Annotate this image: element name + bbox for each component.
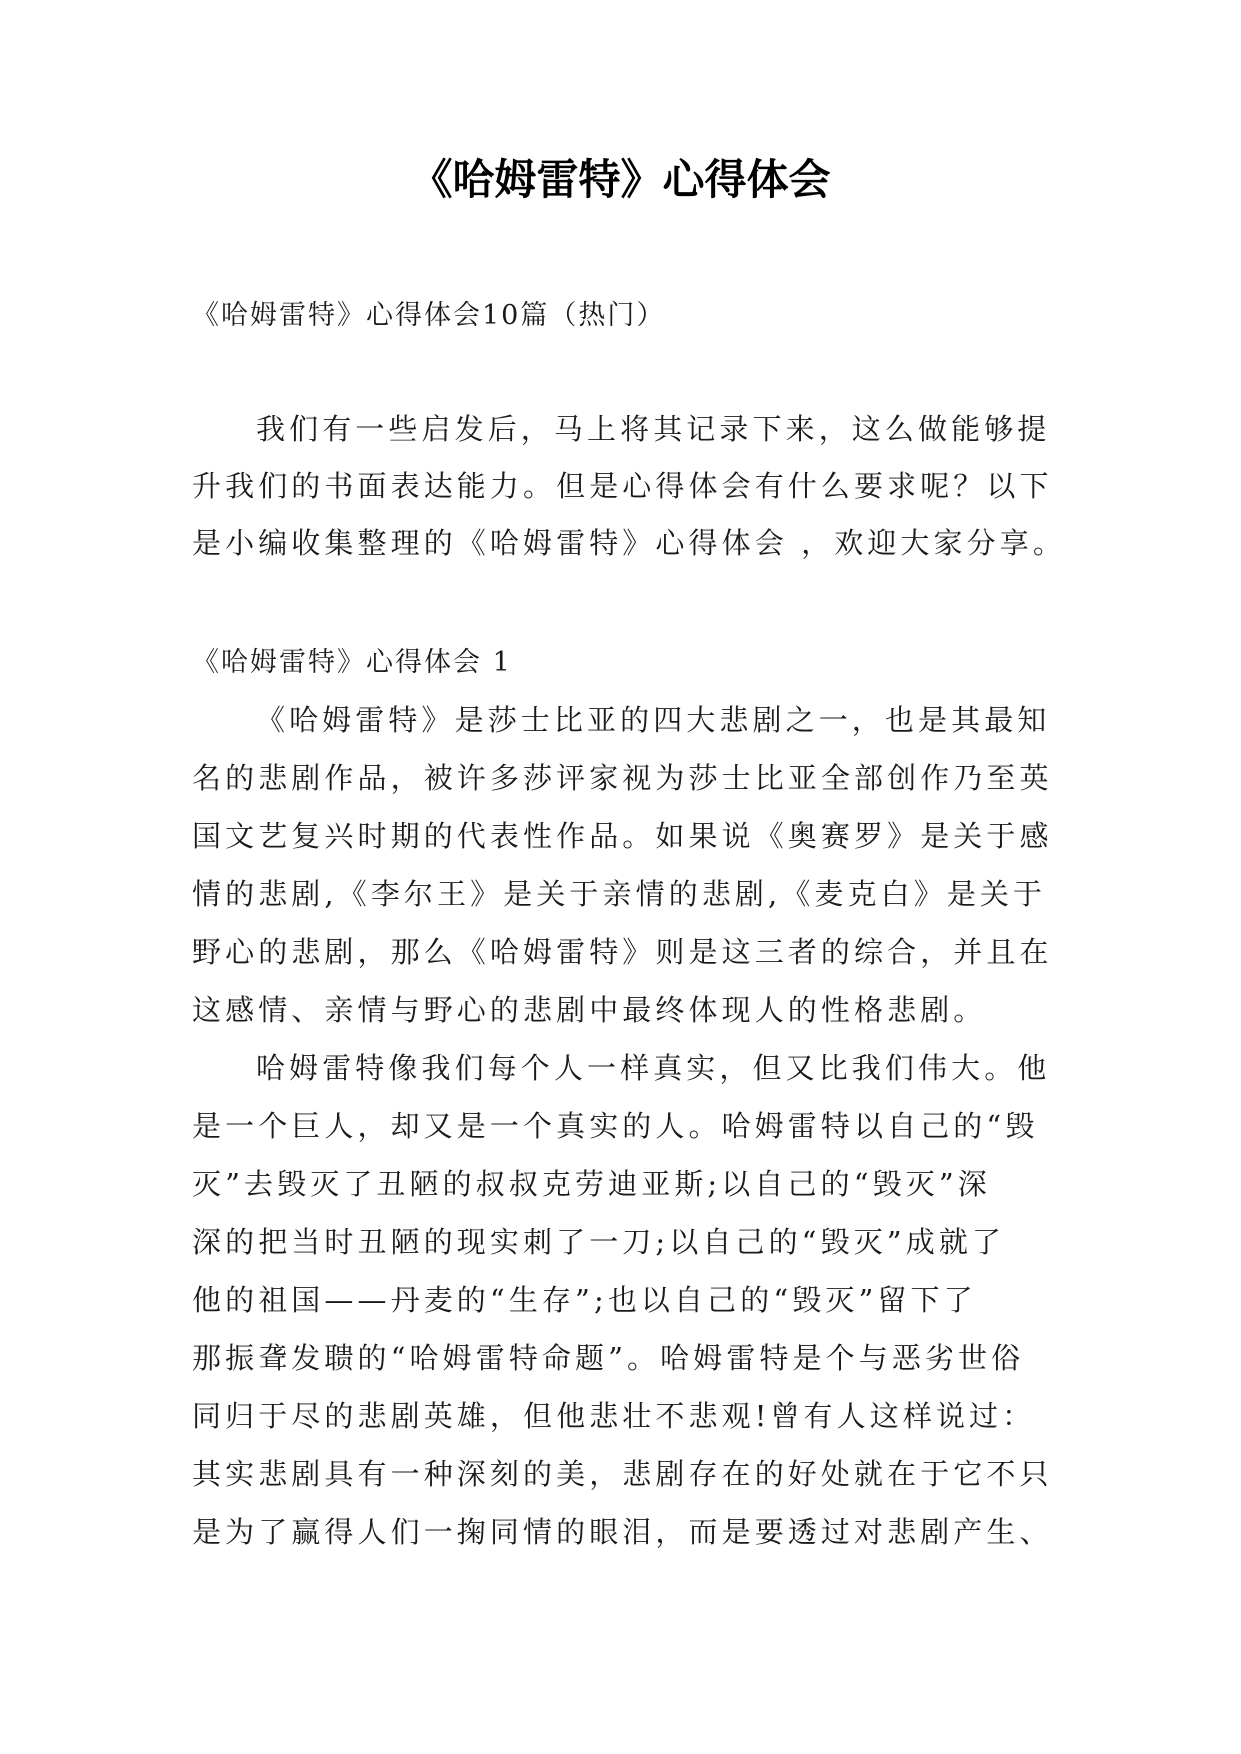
intro-line-3: 是小编收集整理的《哈姆雷特》心得体会 ，欢迎大家分享。 bbox=[192, 526, 1066, 560]
paragraph-line: 其实悲剧具有一种深刻的美，悲剧存在的好处就在于它不只 bbox=[192, 1457, 1053, 1491]
paragraph-line: 灭”去毁灭了丑陋的叔叔克劳迪亚斯;以自己的“毁灭”深 bbox=[192, 1167, 991, 1201]
document-subtitle: 《哈姆雷特》心得体会10篇（热门） bbox=[192, 300, 666, 331]
section-heading: 《哈姆雷特》心得体会 1 bbox=[192, 647, 512, 678]
paragraph-line: 那振聋发聩的“哈姆雷特命题”。哈姆雷特是个与恶劣世俗 bbox=[192, 1341, 1025, 1375]
intro-line-1: 我们有一些启发后，马上将其记录下来，这么做能够提 bbox=[256, 412, 1051, 446]
paragraph-line: 《哈姆雷特》是莎士比亚的四大悲剧之一，也是其最知 bbox=[256, 703, 1051, 737]
intro-line-2: 升我们的书面表达能力。但是心得体会有什么要求呢？以下 bbox=[192, 469, 1053, 503]
paragraph-line: 名的悲剧作品，被许多莎评家视为莎士比亚全部创作乃至英 bbox=[192, 761, 1053, 795]
paragraph-line: 他的祖国——丹麦的“生存”;也以自己的“毁灭”留下了 bbox=[192, 1283, 977, 1317]
paragraph-line: 同归于尽的悲剧英雄，但他悲壮不悲观!曾有人这样说过： bbox=[192, 1399, 1036, 1433]
paragraph-line: 这感情、亲情与野心的悲剧中最终体现人的性格悲剧。 bbox=[192, 993, 987, 1027]
paragraph-line: 哈姆雷特像我们每个人一样真实，但又比我们伟大。他 bbox=[256, 1051, 1051, 1085]
paragraph-line: 情的悲剧,《李尔王》是关于亲情的悲剧,《麦克白》是关于 bbox=[192, 877, 1047, 911]
document-title: 《哈姆雷特》心得体会 bbox=[410, 155, 831, 204]
paragraph-line: 是一个巨人，却又是一个真实的人。哈姆雷特以自己的“毁 bbox=[192, 1109, 1039, 1143]
paragraph-line: 国文艺复兴时期的代表性作品。如果说《奥赛罗》是关于感 bbox=[192, 819, 1053, 853]
paragraph-line: 野心的悲剧，那么《哈姆雷特》则是这三者的综合，并且在 bbox=[192, 935, 1053, 969]
paragraph-line: 是为了赢得人们一掬同情的眼泪，而是要透过对悲剧产生、 bbox=[192, 1515, 1053, 1549]
paragraph-line: 深的把当时丑陋的现实刺了一刀;以自己的“毁灭”成就了 bbox=[192, 1225, 1006, 1259]
